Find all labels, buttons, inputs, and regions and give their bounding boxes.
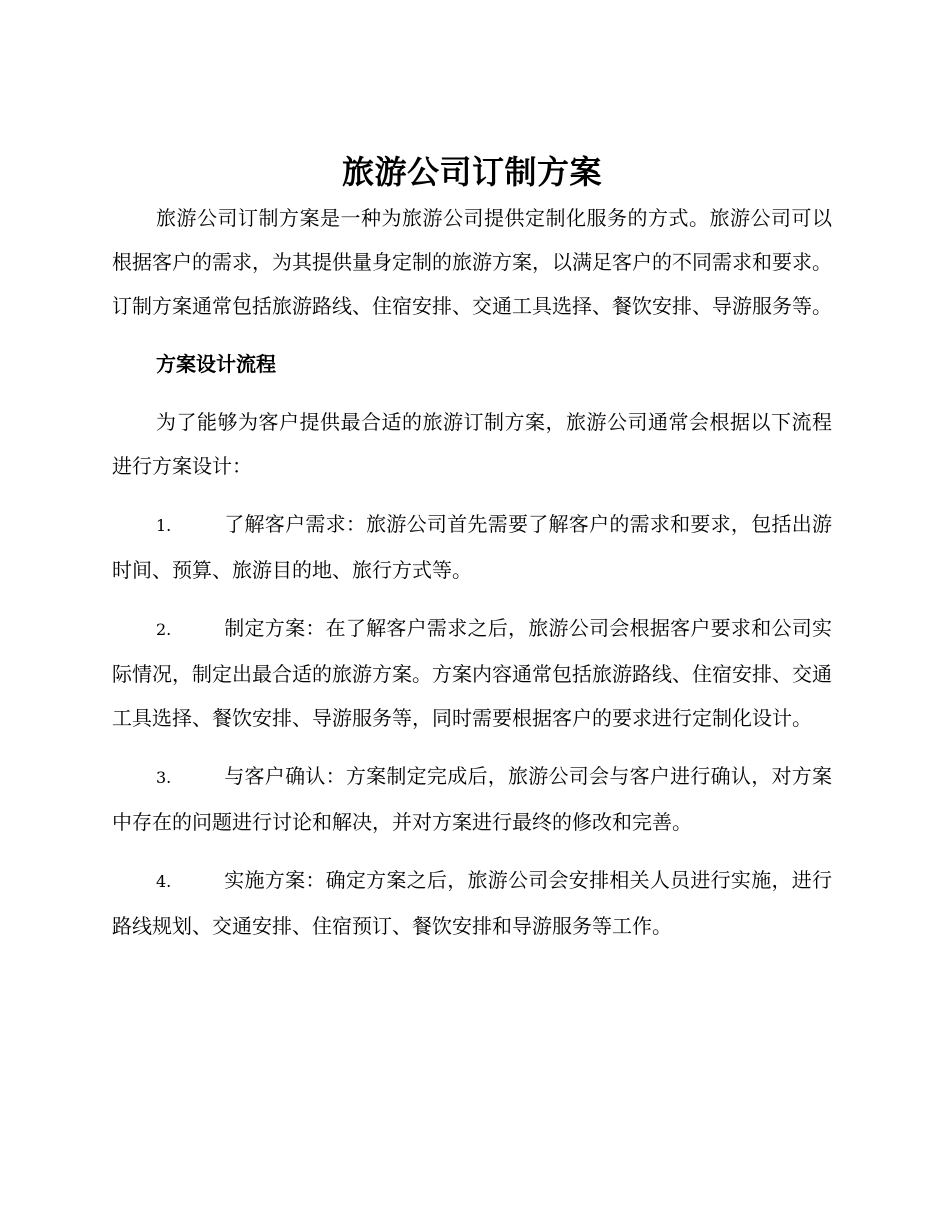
- list-item-number: 3.: [156, 768, 172, 787]
- list-item-text: 制定方案：在了解客户需求之后，旅游公司会根据客户要求和公司实际情况，制定出最合适的旅游方案。方案内容通常包括旅游路线、住宿安排、交通工具选择、餐饮安排、导游服务等，同时需要根据客户的要求进行定制化设计。: [112, 616, 832, 730]
- list-item-number: 1.: [156, 516, 172, 535]
- section-heading: 方案设计流程: [156, 352, 276, 376]
- document-page: [112, 150, 832, 948]
- list-item: [112, 606, 832, 740]
- list-item: [112, 858, 832, 948]
- list-item-text: 与客户确认：方案制定完成后，旅游公司会与客户进行确认，对方案中存在的问题进行讨论和解决，并对方案进行最终的修改和完善。: [112, 764, 832, 834]
- document-title: 旅游公司订制方案: [341, 153, 602, 191]
- list-item-text: 了解客户需求：旅游公司首先需要了解客户的需求和要求，包括出游时间、预算、旅游目的地、旅行方式等。: [112, 512, 832, 582]
- list-item-number: 2.: [156, 620, 172, 639]
- list-item: [112, 502, 832, 592]
- list-item: [112, 754, 832, 844]
- steps-list: [112, 502, 832, 948]
- list-item-number: 4.: [156, 872, 172, 891]
- section-intro-paragraph: 为了能够为客户提供最合适的旅游订制方案，旅游公司通常会根据以下流程进行方案设计：: [112, 410, 832, 478]
- intro-paragraph: 旅游公司订制方案是一种为旅游公司提供定制化服务的方式。旅游公司可以根据客户的需求，为其提供量身定制的旅游方案，以满足客户的不同需求和要求。订制方案通常包括旅游路线、住宿安排、交通工具选择、餐饮安排、导游服务等。: [112, 206, 832, 318]
- list-item-text: 实施方案：确定方案之后，旅游公司会安排相关人员进行实施，进行路线规划、交通安排、住宿预订、餐饮安排和导游服务等工作。: [112, 868, 832, 938]
